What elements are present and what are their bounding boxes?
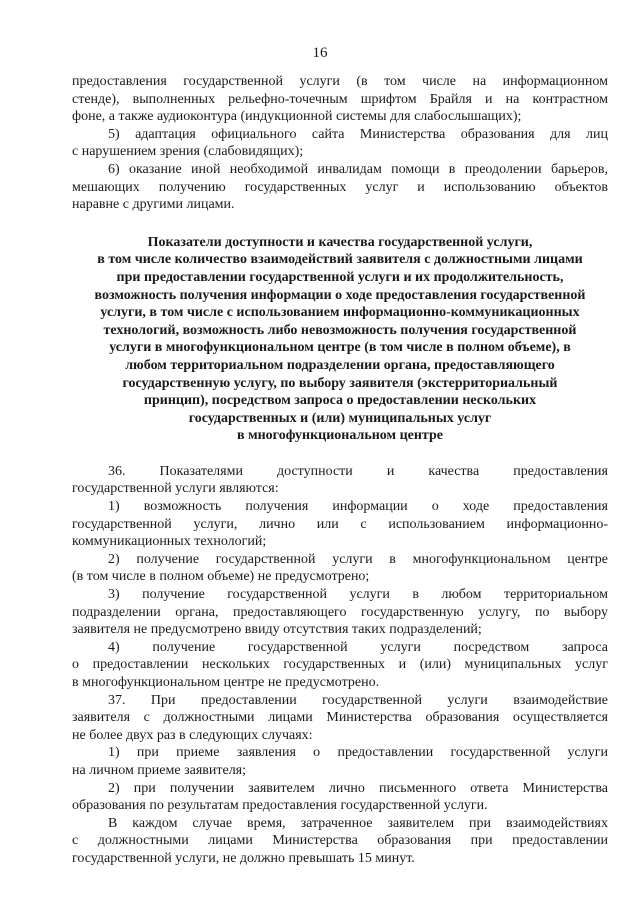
text-line: наравне с другими лицами. (72, 197, 235, 213)
paragraph (72, 692, 608, 745)
text-line: государственной услуги являются: (72, 481, 279, 497)
heading-line: любом территориальном подразделении органа, предоставляющего (125, 357, 555, 373)
paragraph (72, 639, 608, 692)
paragraph (72, 815, 608, 868)
heading-line: услуги в многофункциональном центре (в том числе в полном объеме), в (109, 340, 571, 356)
section-heading (72, 234, 608, 445)
heading-line: технологий, возможность либо невозможность получения государственной (103, 322, 577, 338)
text-line: (в том числе в полном объеме) не предусмотрено; (72, 569, 370, 585)
heading-line: государственных и (или) муниципальных услуг (188, 410, 492, 426)
heading-line: принцип), посредством запроса о предоставлении нескольких (143, 393, 537, 409)
paragraphs-bottom (72, 463, 608, 868)
paragraph (72, 161, 608, 214)
heading-line: услуги, в том числе с использованием информационно-коммуникационных (100, 305, 580, 321)
text-line: 6) оказание иной необходимой инвалидам помощи в преодолении барьеров, (108, 161, 608, 177)
text-line: 1) возможность получения информации о ходе предоставления (108, 499, 608, 515)
text-line: коммуникационных технологий; (72, 534, 267, 550)
paragraph (72, 463, 608, 498)
heading-line: при предоставлении государственной услуги и их продолжительность, (116, 269, 564, 285)
paragraph (72, 780, 608, 815)
text-line: заявителя с должностными лицами Министерства образования осуществляется (72, 710, 608, 726)
text-line: 2) при получении заявителем лично письменного ответа Министерства (108, 780, 608, 796)
heading-line: в многофункциональном центре (237, 428, 443, 444)
text-line: 5) адаптация официального сайта Министерства образования для лиц (108, 126, 608, 142)
text-line: мешающих получению государственных услуг и использованию объектов (72, 179, 608, 195)
text-line: фоне, а также аудиоконтура (индукционной системы для слабослышащих); (72, 109, 522, 125)
text-line: государственной услуги, не должно превышать 15 минут. (72, 850, 415, 866)
text-line: 37. При предоставлении государственной услуги взаимодействие (108, 692, 608, 708)
text-line: 2) получение государственной услуги в многофункциональном центре (108, 551, 608, 567)
paragraph (72, 551, 608, 586)
text-line: заявителя не предусмотрено ввиду отсутствия таких подразделений; (72, 622, 482, 638)
text-line: в многофункциональном центре не предусмотрено. (72, 675, 380, 690)
paragraph (72, 73, 608, 126)
paragraph (72, 498, 608, 551)
page-content (72, 73, 608, 868)
text-line: 36. Показателями доступности и качества предоставления (108, 463, 608, 479)
text-line: подразделении органа, предоставляющего государственную услугу, по выбору (72, 604, 608, 620)
heading-line: государственную услугу, по выбору заявителя (экстерриториальный (122, 375, 558, 391)
text-line: 3) получение государственной услуги в любом территориальном (108, 587, 608, 603)
text-line: 1) при приеме заявления о предоставлении государственной услуги (108, 745, 608, 761)
text-line: не более двух раз в следующих случаях: (72, 727, 313, 743)
paragraph (72, 126, 608, 161)
paragraph (72, 744, 608, 779)
heading-line: возможность получения информации о ходе предоставления государственной (94, 287, 586, 303)
heading-line: в том числе количество взаимодействий заявителя с должностными лицами (97, 252, 583, 268)
page-number: 16 (312, 45, 328, 61)
text-line: В каждом случае время, затраченное заявителем при взаимодействиях (108, 815, 608, 831)
paragraph (72, 586, 608, 639)
heading-line: Показатели доступности и качества государственной услуги, (147, 234, 533, 250)
text-line: о предоставлении нескольких государственных и (или) муниципальных услуг (72, 657, 608, 673)
text-line: с должностными лицами Министерства образования при предоставлении (72, 833, 608, 849)
text-line: образования по результатам предоставления государственной услуги. (72, 798, 488, 814)
text-line: стенде), выполненных рельефно-точечным шрифтом Брайля и на контрастном (72, 91, 608, 107)
text-line: государственной услуги, лично или с использованием информационно- (72, 516, 608, 532)
text-line: предоставления государственной услуги (в том числе на информационном (72, 74, 608, 89)
text-line: 4) получение государственной услуги посредством запроса (108, 639, 608, 655)
text-line: на личном приеме заявителя; (72, 762, 247, 778)
text-line: с нарушением зрения (слабовидящих); (72, 144, 304, 160)
paragraphs-top (72, 73, 608, 214)
